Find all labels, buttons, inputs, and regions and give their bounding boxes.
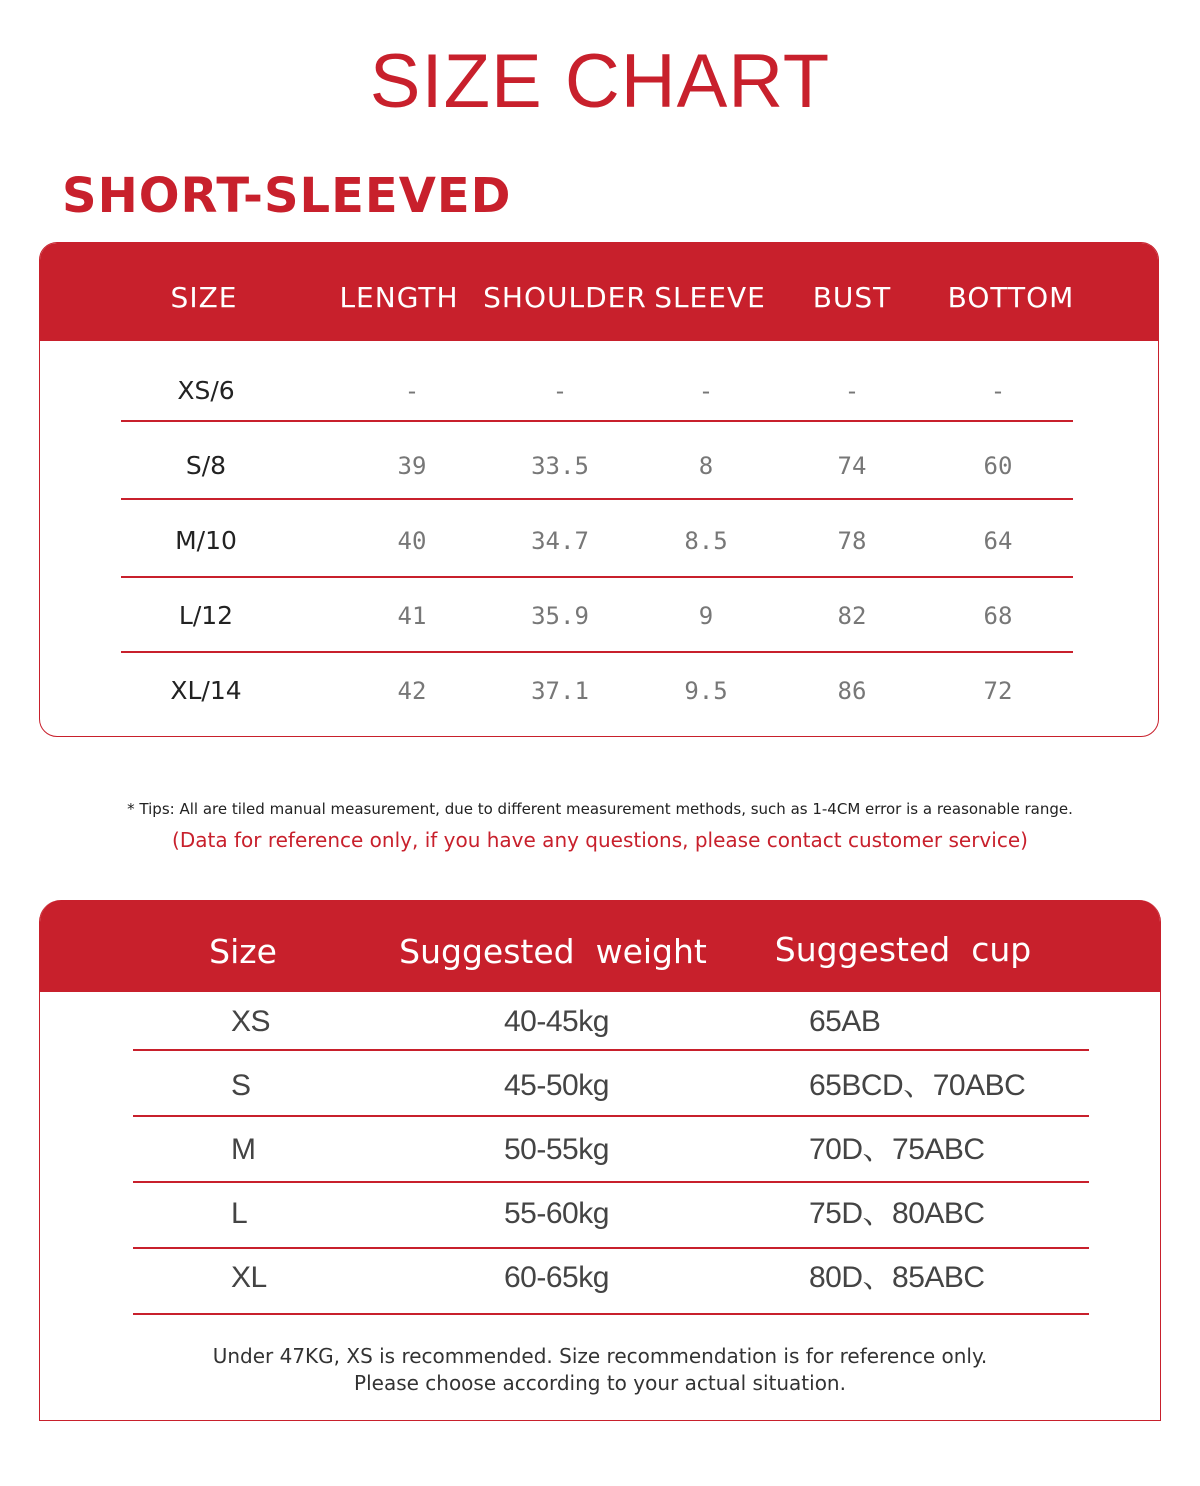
header-length: LENGTH bbox=[339, 281, 459, 314]
length-cell: - bbox=[404, 377, 420, 405]
weight-cell: 40-45kg bbox=[504, 1005, 609, 1038]
row-divider bbox=[121, 420, 1073, 422]
measurement-tips: * Tips: All are tiled manual measurement, due to different measurement methods, such as 1-4CM error is a reasonable range. bbox=[127, 800, 1073, 818]
measurement-table bbox=[39, 242, 1159, 737]
row-divider bbox=[133, 1115, 1089, 1117]
shoulder-cell: - bbox=[552, 377, 568, 405]
size-cell: S/8 bbox=[185, 451, 227, 480]
bust-cell: 86 bbox=[837, 677, 867, 705]
shoulder-cell: 33.5 bbox=[531, 452, 589, 480]
cup-cell: 70D、75ABC bbox=[809, 1133, 985, 1166]
size-cell: XL/14 bbox=[170, 676, 242, 705]
bottom-cell: 68 bbox=[983, 602, 1013, 630]
size-cell: S bbox=[231, 1069, 251, 1102]
header-size: SIZE bbox=[170, 281, 238, 314]
table-row bbox=[40, 651, 1158, 726]
length-cell: 40 bbox=[397, 527, 427, 555]
weight-cell: 55-60kg bbox=[504, 1197, 609, 1230]
cup-cell: 80D、85ABC bbox=[809, 1261, 985, 1294]
table-row bbox=[40, 1054, 1160, 1118]
header-size: Size bbox=[209, 932, 277, 971]
weight-cell: 45-50kg bbox=[504, 1069, 609, 1102]
measurement-table-header bbox=[40, 243, 1158, 341]
sleeve-cell: 8 bbox=[698, 452, 714, 480]
size-cell: L bbox=[231, 1197, 248, 1230]
row-divider bbox=[133, 1049, 1089, 1051]
header-suggested-weight: Suggested weight bbox=[399, 932, 707, 971]
reference-note: (Data for reference only, if you have any questions, please contact customer service) bbox=[172, 828, 1028, 852]
header-bottom: BOTTOM bbox=[947, 281, 1075, 314]
sleeve-cell: - bbox=[698, 377, 714, 405]
size-cell: XS bbox=[231, 1005, 271, 1038]
header-bust: BUST bbox=[812, 281, 892, 314]
bottom-cell: 60 bbox=[983, 452, 1013, 480]
page-title: SIZE CHART bbox=[369, 39, 831, 124]
weight-table-header bbox=[40, 900, 1160, 992]
bust-cell: 74 bbox=[837, 452, 867, 480]
bottom-cell: 64 bbox=[983, 527, 1013, 555]
size-cell: M bbox=[231, 1133, 256, 1166]
bottom-cell: 72 bbox=[983, 677, 1013, 705]
table-row bbox=[40, 351, 1158, 426]
size-cell: M/10 bbox=[175, 526, 237, 555]
header-suggested-cup: Suggested cup bbox=[774, 930, 1032, 969]
section-title: SHORT-SLEEVED bbox=[62, 168, 512, 224]
recommendation-note-line2: Please choose according to your actual situation. bbox=[354, 1371, 846, 1395]
bottom-cell: - bbox=[990, 377, 1006, 405]
bust-cell: - bbox=[844, 377, 860, 405]
weight-cell: 50-55kg bbox=[504, 1133, 609, 1166]
table-row bbox=[40, 1182, 1160, 1246]
table-row bbox=[40, 426, 1158, 501]
shoulder-cell: 37.1 bbox=[531, 677, 589, 705]
header-shoulder: SHOULDER bbox=[483, 281, 647, 314]
table-row bbox=[40, 990, 1160, 1054]
recommendation-note-line1: Under 47KG, XS is recommended. Size recommendation is for reference only. bbox=[212, 1344, 988, 1368]
sleeve-cell: 9.5 bbox=[684, 677, 728, 705]
weight-cell: 60-65kg bbox=[504, 1261, 609, 1294]
row-divider bbox=[133, 1313, 1089, 1315]
table-row bbox=[40, 501, 1158, 576]
row-divider bbox=[121, 498, 1073, 500]
header-sleeve: SLEEVE bbox=[654, 281, 766, 314]
table-row bbox=[40, 1246, 1160, 1310]
length-cell: 39 bbox=[397, 452, 427, 480]
shoulder-cell: 34.7 bbox=[531, 527, 589, 555]
table-row bbox=[40, 576, 1158, 651]
sleeve-cell: 9 bbox=[698, 602, 714, 630]
table-row bbox=[40, 1118, 1160, 1182]
cup-cell: 65BCD、70ABC bbox=[809, 1069, 1026, 1102]
sleeve-cell: 8.5 bbox=[684, 527, 728, 555]
size-cell: XL bbox=[231, 1261, 267, 1294]
bust-cell: 78 bbox=[837, 527, 867, 555]
weight-table bbox=[39, 900, 1161, 1421]
shoulder-cell: 35.9 bbox=[531, 602, 589, 630]
length-cell: 42 bbox=[397, 677, 427, 705]
size-cell: L/12 bbox=[178, 601, 234, 630]
length-cell: 41 bbox=[397, 602, 427, 630]
size-cell: XS/6 bbox=[177, 376, 235, 405]
bust-cell: 82 bbox=[837, 602, 867, 630]
cup-cell: 75D、80ABC bbox=[809, 1197, 985, 1230]
cup-cell: 65AB bbox=[809, 1005, 881, 1038]
